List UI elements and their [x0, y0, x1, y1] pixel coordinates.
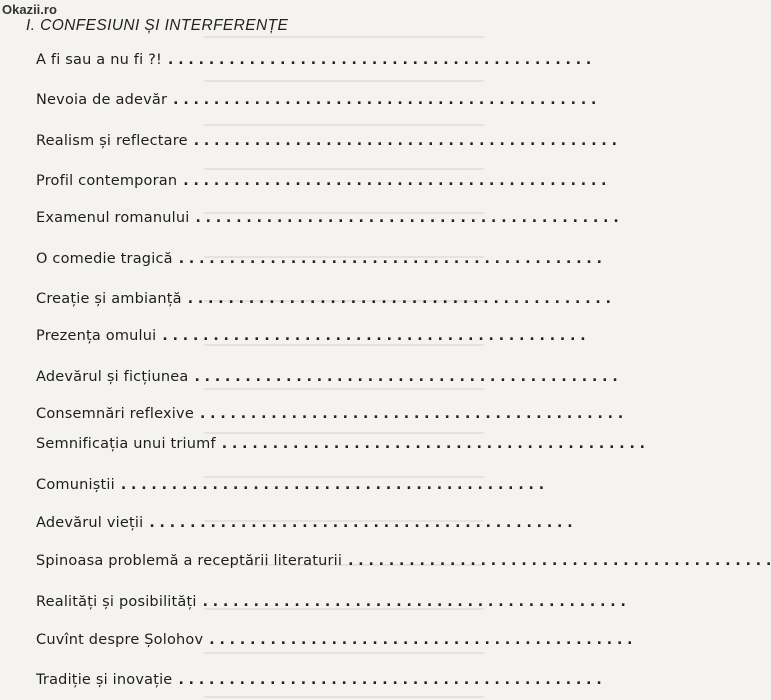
toc-entry — [36, 406, 624, 430]
toc-entry — [36, 477, 545, 501]
toc-entry — [36, 436, 645, 460]
toc-entry-title: Spinoasa problemă a receptării literaturii — [36, 553, 343, 569]
leader-dots: . . . . . . . . . . . . . . . . . . . . . . . . . . . . . . . . . . . . . . . . . . — [199, 406, 624, 422]
toc-entry — [36, 632, 633, 656]
leader-dots: . . . . . . . . . . . . . . . . . . . . . . . . . . . . . . . . . . . . . . . . . . — [168, 52, 592, 68]
leader-dots: . . . . . . . . . . . . . . . . . . . . . . . . . . . . . . . . . . . . . . . . . . — [162, 328, 586, 344]
section-title: I. CONFESIUNI ȘI INTERFERENȚE — [26, 17, 289, 34]
toc-entry-title: Tradiție și inovație — [36, 672, 173, 688]
toc-entry-title: Nevoia de adevăr — [36, 92, 168, 108]
toc-entry — [36, 515, 573, 539]
leader-dots: . . . . . . . . . . . . . . . . . . . . . . . . . . . . . . . . . . . . . . . . . . — [221, 436, 645, 452]
toc-entry — [36, 369, 618, 393]
toc-entry — [36, 92, 597, 116]
toc-entry-title: Profil contemporan — [36, 173, 178, 189]
toc-entry — [36, 52, 592, 76]
leader-dots: . . . . . . . . . . . . . . . . . . . . . . . . . . . . . . . . . . . . . . . . . . — [195, 210, 619, 226]
toc-entry — [36, 133, 617, 157]
leader-dots: . . . . . . . . . . . . . . . . . . . . . . . . . . . . . . . . . . . . . . . . . . — [183, 173, 607, 189]
toc-entry-title: Adevărul vieții — [36, 515, 144, 531]
toc-entry — [36, 594, 626, 618]
toc-entry-title: A fi sau a nu fi ?! — [36, 52, 163, 68]
toc-entry — [36, 173, 607, 197]
toc-entry-title: Adevărul și ficțiunea — [36, 369, 189, 385]
watermark-text: Okazii.ro — [2, 2, 57, 17]
toc-entry — [36, 210, 619, 234]
toc-entry-title: Realități și posibilități — [36, 594, 197, 610]
leader-dots: . . . . . . . . . . . . . . . . . . . . . . . . . . . . . . . . . . . . . . . . . . — [178, 672, 602, 688]
leader-dots: . . . . . . . . . . . . . . . . . . . . . . . . . . . . . . . . . . . . . . . . . . — [173, 92, 597, 108]
leader-dots: . . . . . . . . . . . . . . . . . . . . . . . . . . . . . . . . . . . . . . . . . . — [193, 133, 617, 149]
toc-entry — [36, 672, 602, 696]
leader-dots: . . . . . . . . . . . . . . . . . . . . . . . . . . . . . . . . . . . . . . . . . . — [187, 291, 611, 307]
toc-entry — [36, 553, 771, 577]
leader-dots: . . . . . . . . . . . . . . . . . . . . . . . . . . . . . . . . . . . . . . . . . . — [209, 632, 633, 648]
toc-entry-title: Semnificația unui triumf — [36, 436, 216, 452]
toc-entry-title: O comedie tragică — [36, 251, 173, 267]
toc-entry-title: Examenul romanului — [36, 210, 190, 226]
leader-dots: . . . . . . . . . . . . . . . . . . . . . . . . . . . . . . . . . . . . . . . . . . — [178, 251, 602, 267]
toc-entry — [36, 328, 586, 352]
toc-entry-title: Consemnări reflexive — [36, 406, 194, 422]
leader-dots: . . . . . . . . . . . . . . . . . . . . . . . . . . . . . . . . . . . . . . . . . . — [120, 477, 545, 493]
leader-dots: . . . . . . . . . . . . . . . . . . . . . . . . . . . . . . . . . . . . . . . . . . — [194, 369, 618, 385]
leader-dots: . . . . . . . . . . . . . . . . . . . . . . . . . . . . . . . . . . . . . . . . . . — [202, 594, 626, 610]
toc-entry-title: Prezența omului — [36, 328, 157, 344]
leader-dots: . . . . . . . . . . . . . . . . . . . . . . . . . . . . . . . . . . . . . . . . . . — [149, 515, 573, 531]
toc-entry-title: Creație și ambianță — [36, 291, 182, 307]
toc-entry — [36, 291, 611, 315]
toc-entry-title: Realism și reflectare — [36, 133, 188, 149]
toc-entry-title: Cuvînt despre Șolohov — [36, 632, 204, 648]
toc-entry — [36, 251, 602, 275]
toc-entry-title: Comuniștii — [36, 477, 115, 493]
leader-dots: . . . . . . . . . . . . . . . . . . . . . . . . . . . . . . . . . . . . . . . . . . — [348, 553, 771, 569]
